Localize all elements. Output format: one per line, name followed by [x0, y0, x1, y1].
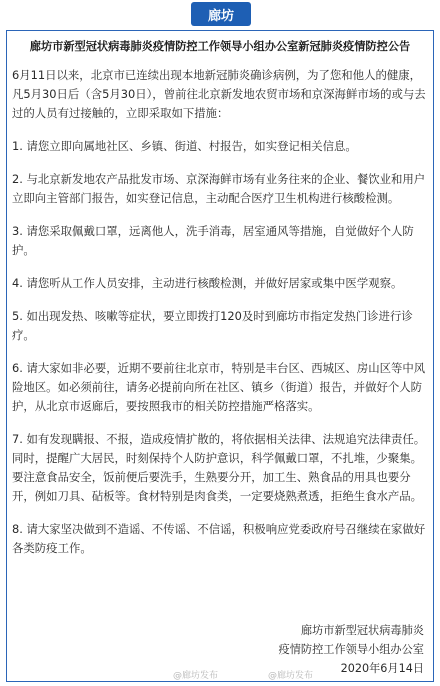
signature-line-1: 廊坊市新型冠状病毒肺炎: [300, 624, 424, 637]
measure-item-8: 8. 请大家坚决做到不造谣、不传谣、不信谣，积极响应党委政府号召继续在家做好各类防疫工作。: [12, 522, 426, 555]
measure-item-6: 6. 请大家如非必要，近期不要前往北京市，特别是丰台区、西城区、房山区等中风险地区。如必须前往，请务必提前向所在社区、镇乡（街道）报告，并做好个人防护，从北京市返廊后，要按照我市的相关防控措施严格落实。: [12, 361, 426, 413]
signature-date: 2020年6月14日: [340, 662, 424, 675]
measure-item-1: 1. 请您立即向属地社区、乡镇、街道、村报告，如实登记相关信息。: [12, 139, 357, 153]
watermark-right: @廊坊发布: [268, 671, 314, 681]
measure-item-5: 5. 如出现发热、咳嗽等症状，要立即拨打120及时到廊坊市指定发热门诊进行诊疗。: [12, 309, 413, 342]
measure-item-7: 7. 如有发现瞒报、不报，造成疫情扩散的，将依据相关法律、法规追究法律责任。同时，提醒广大居民，时刻保持个人防护意识，科学佩戴口罩，不扎堆，少聚集。要注意食品安全，饭前便后要洗手，生熟要分开，加工生、熟食品的用具也要分开，例如刀具、砧板等。食材特别是肉食类，一定要烧熟煮透，拒绝生食水产品。: [12, 432, 426, 503]
measure-item-2: 2. 与北京新发地农产品批发市场、京深海鲜市场有业务往来的企业、餐饮业和用户立即向主管部门报告，如实登记信息，主动配合医疗卫生机构进行核酸检测。: [12, 172, 426, 205]
watermark-left: @廊坊发布: [173, 671, 219, 681]
measure-item-4: 4. 请您听从工作人员安排，主动进行核酸检测，并做好居家或集中医学观察。: [12, 276, 403, 290]
region-badge: 廊坊: [191, 2, 251, 26]
announcement-title: 廊坊市新型冠状病毒肺炎疫情防控工作领导小组办公室新冠肺炎疫情防控公告: [29, 40, 411, 53]
intro-paragraph: 6月11日以来，北京市已连续出现本地新冠肺炎确诊病例，为了您和他人的健康，凡5月30日后（含5月30日），曾前往北京新发地农贸市场和京深海鲜市场的或与去过的人员有过接触的，立即采取如下措施：: [12, 68, 426, 120]
measure-item-3: 3. 请您采取佩戴口罩，远离他人，洗手消毒，居室通风等措施，自觉做好个人防护。: [12, 224, 414, 257]
announcement-body: [12, 66, 430, 572]
signature-line-2: 疫情防控工作领导小组办公室: [278, 643, 424, 656]
